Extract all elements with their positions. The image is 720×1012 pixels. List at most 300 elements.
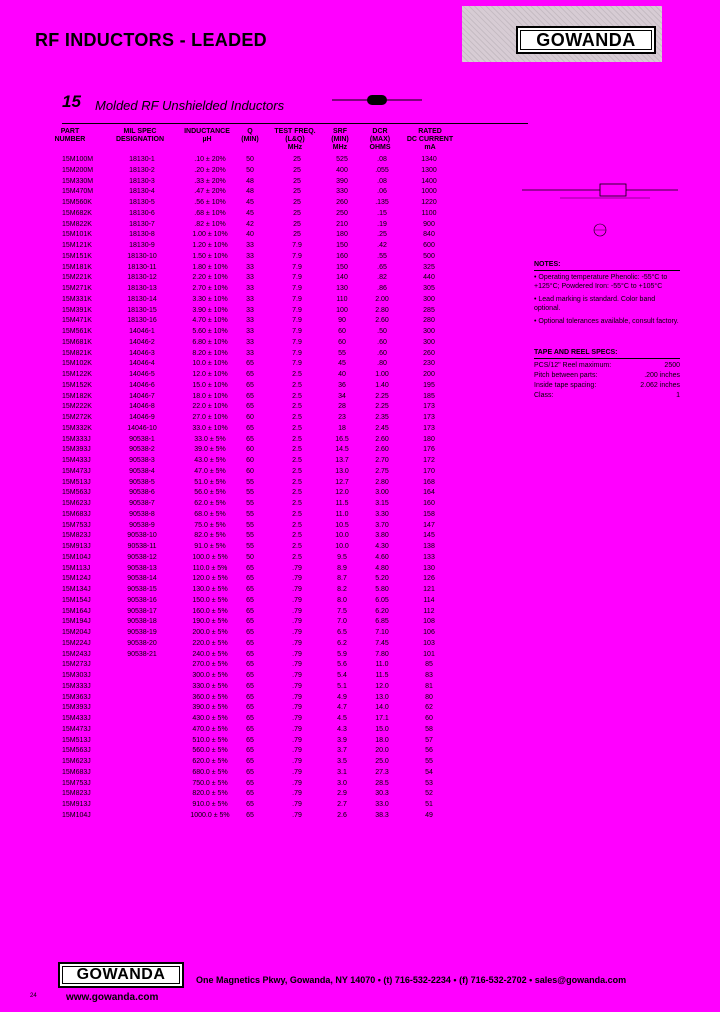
inductance-cell: 430.0 ± 5% <box>192 715 228 722</box>
column-header-line: TEST FREQ. <box>274 128 316 135</box>
inductance-cell: 91.0 ± 5% <box>194 543 226 550</box>
srf-cell: 14.5 <box>335 446 349 454</box>
dcr-cell: 30.3 <box>375 790 389 798</box>
part-number-cell: 15M200M <box>62 166 94 174</box>
part-number-cell: 15M683J <box>62 768 91 776</box>
part-number-cell: 15M333J <box>62 682 91 690</box>
website-link[interactable]: www.gowanda.com <box>66 992 159 1003</box>
dcr-cell: 5.80 <box>375 586 389 593</box>
srf-cell: 45 <box>338 360 346 368</box>
column-header-line: MHz <box>287 144 303 151</box>
part-number-cell: 15M753J <box>62 521 91 529</box>
mil-spec-cell: 90538-1 <box>129 435 155 443</box>
mil-spec-cell: 14046-3 <box>129 349 155 357</box>
part-number-cell: 15M101K <box>62 231 92 239</box>
test-freq-cell: 25 <box>293 199 301 206</box>
rated-current-cell: 103 <box>423 639 435 647</box>
srf-cell: 140 <box>336 274 348 282</box>
inductance-cell: 130.0 ± 5% <box>192 586 228 593</box>
dcr-cell: .08 <box>377 177 387 185</box>
test-freq-cell: .79 <box>292 736 302 744</box>
dcr-cell: 6.20 <box>375 607 389 615</box>
q-min-cell: 65 <box>246 811 254 819</box>
mil-spec-cell: 18130-13 <box>127 285 157 292</box>
mil-spec-cell: 18130-4 <box>129 188 155 196</box>
dcr-cell: 2.60 <box>375 317 389 325</box>
rated-current-cell: 1300 <box>421 166 437 174</box>
test-freq-cell: 2.5 <box>292 414 302 421</box>
part-number-cell: 15M913J <box>62 801 91 808</box>
part-number-cell: 15M224J <box>62 639 91 647</box>
page-title: RF INDUCTORS - LEADED <box>35 30 267 50</box>
test-freq-cell: 2.5 <box>292 381 302 389</box>
mil-spec-cell: 18130-5 <box>129 199 155 206</box>
mil-spec-cell: 14046-9 <box>129 414 155 421</box>
part-number-cell: 15M560K <box>62 199 92 206</box>
inductance-cell: 820.0 ± 5% <box>192 790 228 798</box>
test-freq-cell: .79 <box>292 586 302 593</box>
dcr-cell: 3.15 <box>375 500 389 507</box>
rated-current-cell: 54 <box>425 768 433 776</box>
table-row <box>0 424 720 435</box>
q-min-cell: 65 <box>246 435 254 443</box>
rated-current-cell: 195 <box>423 381 435 389</box>
part-number-cell: 15M561K <box>62 328 92 335</box>
srf-cell: 150 <box>336 263 348 271</box>
test-freq-cell: 2.5 <box>292 446 302 454</box>
dcr-cell: .19 <box>377 220 387 228</box>
q-min-cell: 33 <box>246 242 254 249</box>
test-freq-cell: .79 <box>292 575 302 583</box>
inductance-cell: 1.00 ± 10% <box>192 231 228 239</box>
q-min-cell: 65 <box>246 424 254 432</box>
part-number-cell: 15M823J <box>62 532 91 540</box>
inductance-cell: .68 ± 10% <box>194 209 226 217</box>
part-number-cell: 15M391K <box>62 306 92 314</box>
table-row <box>0 703 720 714</box>
test-freq-cell: .79 <box>292 725 302 733</box>
q-min-cell: 33 <box>246 338 254 346</box>
inductance-cell: 510.0 ± 5% <box>192 736 228 744</box>
header-rule <box>62 123 528 124</box>
part-number-cell: 15M333J <box>62 435 91 443</box>
part-number-cell: 15M243J <box>62 650 91 658</box>
test-freq-cell: 2.5 <box>292 510 302 518</box>
inductance-cell: 750.0 ± 5% <box>192 779 228 787</box>
dcr-cell: .65 <box>377 263 387 271</box>
table-row <box>0 585 720 596</box>
tape-spec-label: Class: <box>534 392 554 399</box>
inductance-cell: 390.0 ± 5% <box>192 704 228 712</box>
srf-cell: 12.0 <box>335 489 349 497</box>
rated-current-cell: 52 <box>425 790 433 798</box>
mil-spec-cell: 90538-3 <box>129 457 155 464</box>
q-min-cell: 33 <box>246 252 254 260</box>
column-header-line: MHz <box>332 144 348 151</box>
column-header <box>318 128 362 152</box>
tape-spec-label: Pitch between parts: <box>534 372 598 379</box>
srf-cell: 18 <box>338 424 346 432</box>
mil-spec-cell: 90538-4 <box>129 467 155 475</box>
column-header-line: DC CURRENT <box>406 136 454 143</box>
q-min-cell: 65 <box>246 790 254 798</box>
mil-spec-cell: 18130-16 <box>127 317 157 325</box>
dcr-cell: .08 <box>377 156 387 163</box>
q-min-cell: 55 <box>246 478 254 486</box>
part-number-cell: 15M563J <box>62 747 91 755</box>
srf-cell: 4.3 <box>337 725 347 733</box>
table-row <box>0 693 720 704</box>
test-freq-cell: .79 <box>292 661 302 669</box>
srf-cell: 10.0 <box>335 532 349 540</box>
srf-cell: 13.0 <box>335 467 349 475</box>
test-freq-cell: .79 <box>292 650 302 658</box>
rated-current-cell: 305 <box>423 285 435 292</box>
q-min-cell: 33 <box>246 349 254 357</box>
srf-cell: 7.5 <box>337 607 347 615</box>
inductance-cell: 27.0 ± 10% <box>192 414 228 421</box>
note-item: • Optional tolerances available, consult factory. <box>534 317 679 325</box>
table-row <box>0 542 720 553</box>
inductance-cell: 1000.0 ± 5% <box>190 811 230 819</box>
part-number-cell: 15M122K <box>62 371 92 378</box>
inductance-cell: 150.0 ± 5% <box>192 596 228 604</box>
tape-spec-row <box>534 391 680 401</box>
dcr-cell: .86 <box>377 285 387 292</box>
dcr-cell: .50 <box>377 328 387 335</box>
dcr-cell: .42 <box>377 242 387 249</box>
part-number-cell: 15M822K <box>62 220 92 228</box>
mil-spec-cell: 18130-15 <box>127 306 157 314</box>
inductance-cell: 330.0 ± 5% <box>192 682 228 690</box>
dcr-cell: 6.05 <box>375 596 389 604</box>
rated-current-cell: 108 <box>423 618 435 626</box>
table-row <box>0 757 720 768</box>
table-row <box>0 617 720 628</box>
q-min-cell: 65 <box>246 725 254 733</box>
dcr-cell: 7.10 <box>375 629 389 636</box>
srf-cell: 525 <box>336 156 348 163</box>
contact-info: One Magnetics Pkwy, Gowanda, NY 14070 • (t) 716-532-2234 • (f) 716-532-2702 • sales@gowanda.com <box>196 975 627 985</box>
inductance-cell: 62.0 ± 5% <box>194 500 226 507</box>
test-freq-cell: 7.9 <box>292 349 302 357</box>
table-row <box>0 660 720 671</box>
part-number-cell: 15M681K <box>62 338 92 346</box>
inductance-cell: 270.0 ± 5% <box>192 661 228 669</box>
inductance-cell: 1.50 ± 10% <box>192 252 228 260</box>
table-row <box>0 650 720 661</box>
rated-current-cell: 840 <box>423 231 435 239</box>
mil-spec-cell: 14046-8 <box>129 403 155 411</box>
srf-cell: 390 <box>336 177 348 185</box>
rated-current-cell: 160 <box>423 500 435 507</box>
srf-cell: 10.5 <box>335 521 349 529</box>
test-freq-cell: 25 <box>293 177 301 185</box>
inductance-cell: 3.90 ± 10% <box>192 306 228 314</box>
part-number-cell: 15M513J <box>62 478 91 486</box>
mil-spec-cell: 18130-1 <box>129 156 155 163</box>
dcr-cell: 4.30 <box>375 543 389 550</box>
part-number-cell: 15M393J <box>62 446 91 454</box>
table-row <box>0 338 720 349</box>
tape-spec-row <box>534 381 680 391</box>
rated-current-cell: 325 <box>423 263 435 271</box>
page-number: 24 <box>30 993 37 999</box>
series-number: 15 <box>62 92 81 111</box>
srf-cell: 160 <box>336 252 348 260</box>
rated-current-cell: 112 <box>423 607 435 615</box>
rated-current-cell: 1220 <box>421 199 437 206</box>
test-freq-cell: 2.5 <box>292 435 302 443</box>
srf-cell: 330 <box>336 188 348 196</box>
dcr-cell: .25 <box>377 231 387 239</box>
q-min-cell: 65 <box>246 629 254 636</box>
rated-current-cell: 173 <box>423 424 435 432</box>
srf-cell: 34 <box>338 392 346 400</box>
table-row <box>0 488 720 499</box>
rated-current-cell: 106 <box>423 629 435 636</box>
footer-logo: GOWANDA <box>58 962 184 988</box>
test-freq-cell: .79 <box>292 768 302 776</box>
inductance-cell: 1.80 ± 10% <box>192 263 228 271</box>
dcr-cell: 2.80 <box>375 478 389 486</box>
inductance-cell: 43.0 ± 5% <box>194 457 226 464</box>
srf-cell: 13.7 <box>335 457 349 464</box>
q-min-cell: 65 <box>246 704 254 712</box>
srf-cell: 5.4 <box>337 672 347 679</box>
test-freq-cell: 2.5 <box>292 553 302 561</box>
tape-spec-value: 2500 <box>664 362 680 369</box>
srf-cell: 36 <box>338 381 346 389</box>
test-freq-cell: .79 <box>292 811 302 819</box>
rated-current-cell: 101 <box>423 650 435 658</box>
srf-cell: 40 <box>338 371 346 378</box>
table-row <box>0 435 720 446</box>
dcr-cell: 2.70 <box>375 457 389 464</box>
inductance-cell: 620.0 ± 5% <box>192 758 228 765</box>
inductance-cell: 680.0 ± 5% <box>192 768 228 776</box>
inductance-cell: .47 ± 20% <box>194 188 226 196</box>
q-min-cell: 55 <box>246 510 254 518</box>
part-number-cell: 15M113J <box>62 564 91 572</box>
rated-current-cell: 80 <box>425 693 433 701</box>
srf-cell: 3.0 <box>337 779 347 787</box>
test-freq-cell: 2.5 <box>292 467 302 475</box>
test-freq-cell: 2.5 <box>292 424 302 432</box>
inductance-cell: 15.0 ± 10% <box>192 381 228 389</box>
rated-current-cell: 173 <box>423 403 435 411</box>
rated-current-cell: 145 <box>423 532 435 540</box>
rated-current-cell: 260 <box>423 349 435 357</box>
notes-section <box>534 260 680 329</box>
mil-spec-cell: 14046-10 <box>127 424 157 432</box>
column-header <box>50 128 90 144</box>
dcr-cell: 4.80 <box>375 564 389 572</box>
rated-current-cell: 300 <box>423 338 435 346</box>
test-freq-cell: 7.9 <box>292 242 302 249</box>
q-min-cell: 40 <box>246 231 254 239</box>
q-min-cell: 65 <box>246 575 254 583</box>
rated-current-cell: 121 <box>423 586 435 593</box>
rated-current-cell: 900 <box>423 220 435 228</box>
inductance-cell: 68.0 ± 5% <box>194 510 226 518</box>
dcr-cell: 1.00 <box>375 371 389 378</box>
srf-cell: 110 <box>336 295 348 303</box>
q-min-cell: 55 <box>246 489 254 497</box>
table-row <box>0 800 720 811</box>
dcr-cell: 3.80 <box>375 532 389 540</box>
column-header-line: PART <box>60 128 80 135</box>
part-number-cell: 15M682K <box>62 209 92 217</box>
test-freq-cell: 2.5 <box>292 392 302 400</box>
inductance-cell: .20 ± 20% <box>194 166 226 174</box>
rated-current-cell: 60 <box>425 715 433 722</box>
part-number-cell: 15M823J <box>62 790 91 798</box>
dcr-cell: 2.60 <box>375 446 389 454</box>
test-freq-cell: .79 <box>292 682 302 690</box>
dcr-cell: 3.30 <box>375 510 389 518</box>
part-number-cell: 15M623J <box>62 500 91 507</box>
q-min-cell: 60 <box>246 467 254 475</box>
dcr-cell: 2.45 <box>375 424 389 432</box>
test-freq-cell: .79 <box>292 607 302 615</box>
mil-spec-cell: 18130-2 <box>129 166 155 174</box>
dcr-cell: 2.35 <box>375 414 389 421</box>
test-freq-cell: 25 <box>293 220 301 228</box>
dcr-cell: .15 <box>377 209 387 217</box>
mil-spec-cell: 90538-6 <box>129 489 155 497</box>
dcr-cell: 14.0 <box>375 704 389 712</box>
part-number-cell: 15M753J <box>62 779 91 787</box>
srf-cell: 90 <box>338 317 346 325</box>
tape-spec-label: Inside tape spacing: <box>534 382 597 389</box>
srf-cell: 60 <box>338 338 346 346</box>
dcr-cell: 2.25 <box>375 392 389 400</box>
column-header-line: MIL SPEC <box>123 128 157 135</box>
inductance-cell: 39.0 ± 5% <box>194 446 226 454</box>
inductance-cell: 75.0 ± 5% <box>194 521 226 529</box>
mil-spec-cell: 90538-11 <box>127 543 157 550</box>
column-header <box>402 128 458 152</box>
dcr-cell: 2.75 <box>375 467 389 475</box>
inductance-cell: 12.0 ± 10% <box>192 371 228 378</box>
rated-current-cell: 53 <box>425 779 433 787</box>
column-header-line: OHMS <box>369 144 391 151</box>
srf-cell: 8.7 <box>337 575 347 583</box>
column-header-line: SRF <box>333 128 347 135</box>
table-row <box>0 628 720 639</box>
note-item: • Operating temperature Phenolic: -55°C to +125°C; Powdered Iron: -55°C to +105°C <box>534 273 668 290</box>
part-number-cell: 15M124J <box>62 575 91 583</box>
srf-cell: 250 <box>336 209 348 217</box>
rated-current-cell: 58 <box>425 725 433 733</box>
srf-cell: 100 <box>336 306 348 314</box>
test-freq-cell: 25 <box>293 231 301 239</box>
q-min-cell: 65 <box>246 747 254 755</box>
part-number-cell: 15M104J <box>62 811 91 819</box>
mil-spec-cell: 18130-3 <box>129 177 155 185</box>
test-freq-cell: .79 <box>292 779 302 787</box>
srf-cell: 4.9 <box>337 693 347 701</box>
table-row <box>0 714 720 725</box>
tape-spec-row <box>534 371 680 381</box>
q-min-cell: 65 <box>246 682 254 690</box>
column-header-line: (MIN) <box>241 136 259 143</box>
test-freq-cell: 25 <box>293 188 301 196</box>
srf-cell: 3.9 <box>337 736 347 744</box>
srf-cell: 55 <box>338 349 346 357</box>
part-number-cell: 15M104J <box>62 553 91 561</box>
mil-spec-cell: 18130-14 <box>127 295 157 303</box>
column-header <box>108 128 172 144</box>
test-freq-cell: .79 <box>292 618 302 626</box>
q-min-cell: 65 <box>246 801 254 808</box>
part-number-cell: 15M151K <box>62 252 92 260</box>
mil-spec-cell: 18130-10 <box>127 252 157 260</box>
q-min-cell: 55 <box>246 543 254 550</box>
mil-spec-cell: 90538-14 <box>127 575 157 583</box>
test-freq-cell: 2.5 <box>292 457 302 464</box>
tape-reel-heading: TAPE AND REEL SPECS: <box>534 348 680 359</box>
series-title: Molded RF Unshielded Inductors <box>95 98 285 113</box>
part-number-cell: 15M303J <box>62 672 91 679</box>
dcr-cell: 2.80 <box>375 306 389 314</box>
rated-current-cell: 280 <box>423 317 435 325</box>
test-freq-cell: 7.9 <box>292 360 302 368</box>
column-header-line: DESIGNATION <box>115 136 165 143</box>
rated-current-cell: 126 <box>423 575 435 583</box>
rated-current-cell: 180 <box>423 435 435 443</box>
part-number-cell: 15M331K <box>62 295 92 303</box>
part-number-cell: 15M913J <box>62 543 91 550</box>
dcr-cell: 4.60 <box>375 553 389 561</box>
test-freq-cell: 7.9 <box>292 317 302 325</box>
srf-cell: 3.5 <box>337 758 347 765</box>
part-number-cell: 15M393J <box>62 704 91 712</box>
test-freq-cell: 7.9 <box>292 338 302 346</box>
rated-current-cell: 56 <box>425 747 433 755</box>
mil-spec-cell: 90538-20 <box>127 639 157 647</box>
q-min-cell: 42 <box>246 220 254 228</box>
q-min-cell: 55 <box>246 500 254 507</box>
part-number-cell: 15M164J <box>62 607 91 615</box>
q-min-cell: 50 <box>246 553 254 561</box>
q-min-cell: 65 <box>246 360 254 368</box>
q-min-cell: 65 <box>246 639 254 647</box>
part-number-cell: 15M100M <box>62 156 94 163</box>
inductance-cell: .10 ± 20% <box>194 156 226 163</box>
rated-current-cell: 230 <box>423 360 435 368</box>
column-header <box>270 128 320 152</box>
mil-spec-cell: 14046-1 <box>129 328 155 335</box>
notes-heading: NOTES: <box>534 260 680 271</box>
test-freq-cell: .79 <box>292 564 302 572</box>
dcr-cell: 38.3 <box>375 811 389 819</box>
q-min-cell: 45 <box>246 199 254 206</box>
test-freq-cell: .79 <box>292 758 302 765</box>
dcr-cell: 6.85 <box>375 618 389 626</box>
table-row <box>0 682 720 693</box>
table-row <box>0 811 720 822</box>
inductance-cell: 1.20 ± 10% <box>192 242 228 249</box>
part-number-cell: 15M152K <box>62 381 92 389</box>
mil-spec-cell: 90538-2 <box>129 446 155 454</box>
part-number-cell: 15M134J <box>62 586 91 593</box>
q-min-cell: 65 <box>246 607 254 615</box>
note-item: • Lead marking is standard. Color band optional. <box>534 295 656 312</box>
dcr-cell: 2.60 <box>375 435 389 443</box>
rated-current-cell: 85 <box>425 661 433 669</box>
